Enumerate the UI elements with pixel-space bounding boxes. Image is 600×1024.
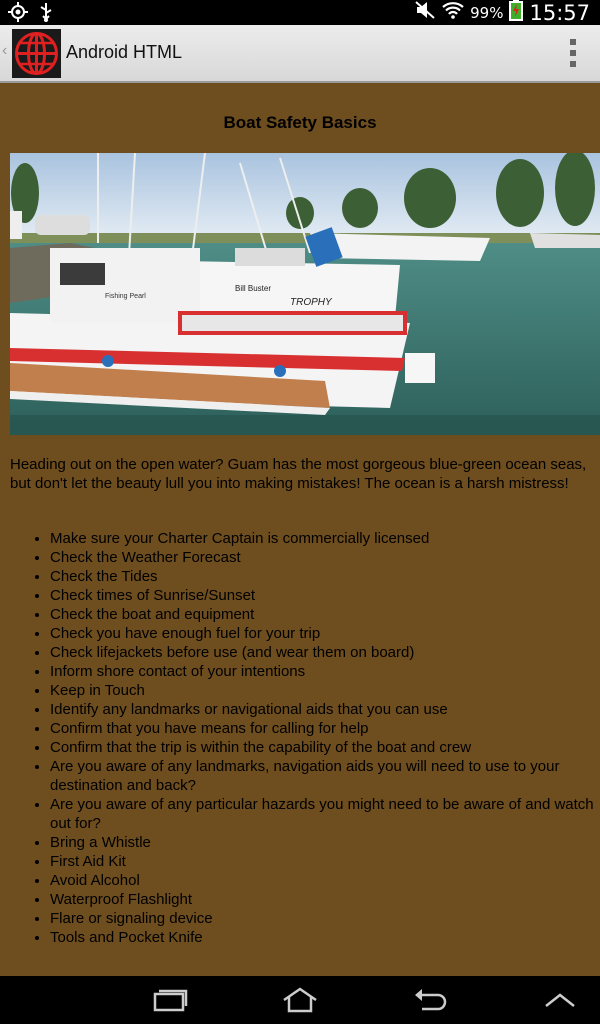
home-icon[interactable] — [280, 984, 320, 1016]
page-title: Boat Safety Basics — [223, 113, 377, 132]
list-item: • Keep in Touch — [50, 681, 600, 700]
list-item: • Identify any landmarks or navigational aids that you can use — [50, 700, 600, 719]
svg-text:Bill Buster: Bill Buster — [235, 284, 272, 293]
svg-text:TROPHY: TROPHY — [290, 297, 332, 308]
list-item: • Confirm that the trip is within the capability of the boat and crew — [50, 738, 600, 757]
list-item: • Check the Weather Forecast — [50, 548, 600, 567]
list-item: • Waterproof Flashlight — [50, 890, 600, 909]
list-item: • Check the Tides — [50, 567, 600, 586]
usb-icon — [38, 2, 54, 27]
overflow-menu-icon[interactable] — [566, 39, 580, 67]
battery-charging-icon — [509, 0, 523, 26]
list-item: • Flare or signaling device — [50, 909, 600, 928]
navigation-bar — [0, 976, 600, 1024]
list-item: • Are you aware of any particular hazards you might need to be aware of and watch out for? — [50, 795, 600, 833]
list-item: • Check you have enough fuel for your trip — [50, 624, 600, 643]
list-item: • Check the boat and equipment — [50, 605, 600, 624]
app-title: Android HTML — [66, 42, 183, 62]
hide-keyboard-icon[interactable] — [540, 984, 580, 1016]
wifi-icon — [442, 1, 464, 24]
globe-icon[interactable] — [12, 29, 61, 78]
list-item: • Avoid Alcohol — [50, 871, 600, 890]
list-item: • Inform shore contact of your intentions — [50, 662, 600, 681]
list-item: • Bring a Whistle — [50, 833, 600, 852]
list-item: • Confirm that you have means for calling for help — [50, 719, 600, 738]
recent-apps-icon[interactable] — [150, 984, 190, 1016]
list-item: • Make sure your Charter Captain is commercially licensed — [50, 529, 600, 548]
list-item: • Are you aware of any landmarks, navigation aids you will need to use to your destination and back? — [50, 757, 600, 795]
list-item: • Check lifejackets before use (and wear them on board) — [50, 643, 600, 662]
battery-percent: 99% — [470, 3, 504, 22]
svg-text:Fishing Pearl: Fishing Pearl — [105, 293, 146, 300]
intro-paragraph: Heading out on the open water? Guam has the most gorgeous blue-green ocean seas, but don't let the beauty lull you into making mistakes! The ocean is a harsh mistress! — [10, 456, 587, 492]
mute-icon — [414, 0, 436, 25]
up-caret-icon[interactable]: ‹ — [2, 42, 8, 59]
list-item: • First Aid Kit — [50, 852, 600, 871]
list-item: • Tools and Pocket Knife — [50, 928, 600, 947]
list-item: • Check times of Sunrise/Sunset — [50, 586, 600, 605]
safety-tips-list — [30, 529, 600, 947]
marina-photo — [10, 153, 600, 435]
status-bar — [0, 0, 600, 25]
web-content[interactable] — [0, 83, 600, 976]
clock: 15:57 — [529, 0, 590, 25]
gps-icon — [8, 2, 28, 27]
back-icon[interactable] — [410, 984, 450, 1016]
action-bar — [0, 25, 600, 83]
